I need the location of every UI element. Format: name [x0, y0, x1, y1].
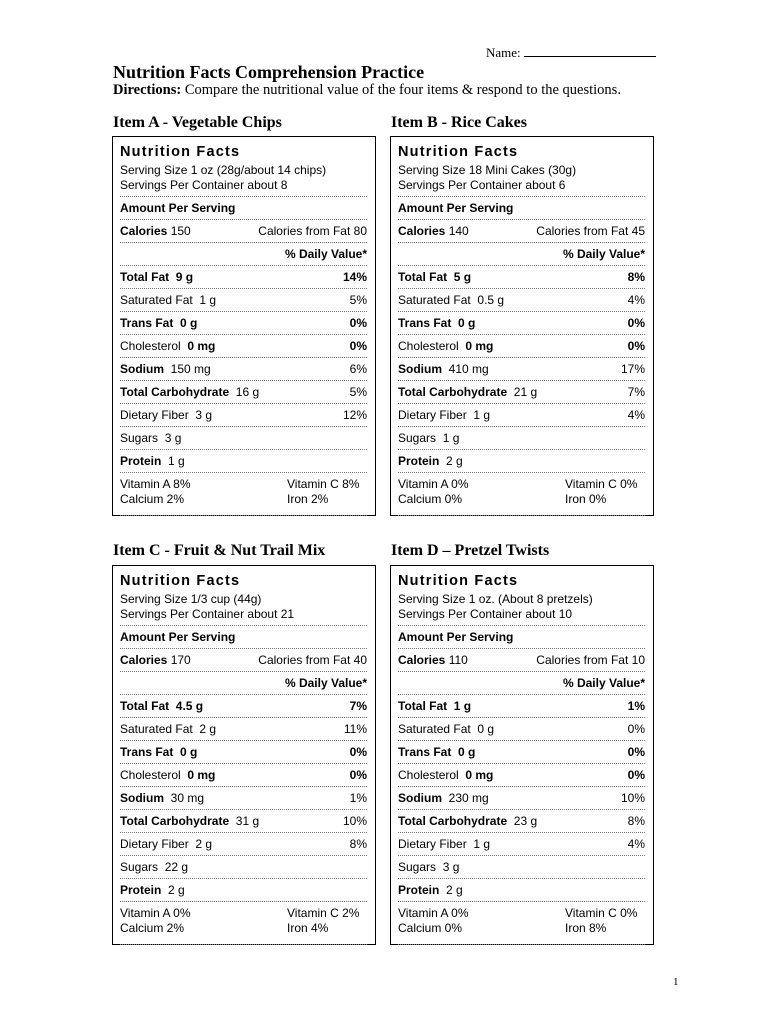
trans-fat-label: Trans Fat	[398, 316, 452, 330]
amount-per-serving: Amount Per Serving	[120, 201, 236, 215]
saturated-fat-dv: 5%	[349, 293, 367, 307]
vitamins-section	[398, 472, 645, 516]
servings-per-container: Servings Per Container about 8	[120, 178, 288, 192]
saturated-fat-dv: 0%	[627, 722, 645, 736]
total-carb-label: Total Carbohydrate	[120, 814, 230, 828]
nutrition-facts-title: Nutrition Facts	[398, 573, 519, 589]
cholesterol-label: Cholesterol	[398, 339, 459, 353]
trans-fat-row	[120, 740, 367, 763]
cholesterol-row	[398, 763, 645, 786]
vitamins-section	[120, 472, 367, 516]
calories-from-fat: Calories from Fat 45	[536, 224, 645, 238]
sodium-dv: 17%	[620, 362, 645, 376]
saturated-fat-dv: 11%	[343, 722, 367, 736]
calories-row	[398, 219, 645, 242]
sodium-amount: 30 mg	[170, 791, 205, 805]
sugars-label: Sugars	[398, 860, 437, 874]
vitamins-section	[398, 901, 645, 945]
saturated-fat-row	[120, 717, 367, 740]
vitamin-a: Vitamin A 0%	[398, 477, 469, 491]
item-d-label	[390, 565, 654, 945]
total-fat-dv: 1%	[627, 699, 645, 713]
vitamin-c: Vitamin C 0%	[565, 477, 638, 491]
saturated-fat-label: Saturated Fat	[398, 722, 471, 736]
calcium: Calcium 0%	[398, 492, 463, 506]
calories-value: 110	[448, 653, 468, 667]
directions-text: Compare the nutritional value of the four items & respond to the questions.	[181, 82, 621, 98]
saturated-fat-label: Saturated Fat	[398, 293, 471, 307]
iron: Iron 8%	[565, 921, 607, 935]
saturated-fat-amount: 1 g	[199, 293, 217, 307]
calories-label: Calories	[398, 224, 446, 238]
total-carb-amount: 31 g	[235, 814, 260, 828]
total-carb-amount: 21 g	[513, 385, 538, 399]
calories-from-fat: Calories from Fat 80	[258, 224, 367, 238]
calories-from-fat: Calories from Fat 10	[536, 653, 645, 667]
fiber-label: Dietary Fiber	[120, 837, 189, 851]
cholesterol-row	[120, 763, 367, 786]
total-fat-amount: 4.5 g	[175, 699, 204, 713]
fiber-label: Dietary Fiber	[398, 408, 467, 422]
total-carb-dv: 8%	[627, 814, 645, 828]
calories-row	[398, 648, 645, 671]
page-title: Nutrition Facts Comprehension Practice	[113, 62, 425, 82]
cholesterol-amount: 0 mg	[187, 339, 216, 353]
sugars-label: Sugars	[120, 860, 159, 874]
total-fat-label: Total Fat	[398, 699, 448, 713]
sodium-row	[120, 357, 367, 380]
total-fat-amount: 1 g	[453, 699, 472, 713]
vitamin-a: Vitamin A 8%	[120, 477, 191, 491]
nutrition-facts-title: Nutrition Facts	[398, 144, 519, 160]
servings-per-container: Servings Per Container about 10	[398, 607, 573, 621]
calcium: Calcium 0%	[398, 921, 463, 935]
protein-label: Protein	[120, 883, 162, 897]
total-fat-amount: 5 g	[453, 270, 472, 284]
amount-per-serving-row	[398, 196, 645, 219]
total-carb-dv: 10%	[342, 814, 367, 828]
calories-row	[120, 219, 367, 242]
cholesterol-dv: 0%	[349, 768, 367, 782]
fiber-row	[398, 832, 645, 855]
item-c-label	[112, 565, 376, 945]
cholesterol-dv: 0%	[627, 339, 645, 353]
total-carb-label: Total Carbohydrate	[120, 385, 230, 399]
protein-label: Protein	[120, 454, 162, 468]
fiber-dv: 8%	[349, 837, 367, 851]
calories-label: Calories	[120, 224, 168, 238]
item-a-label	[112, 136, 376, 516]
sodium-row	[398, 786, 645, 809]
protein-row	[120, 449, 367, 472]
sodium-dv: 6%	[349, 362, 367, 376]
serving-size: Serving Size 1/3 cup (44g)	[120, 592, 262, 606]
saturated-fat-label: Saturated Fat	[120, 722, 193, 736]
trans-fat-row	[120, 311, 367, 334]
sugars-amount: 3 g	[164, 431, 182, 445]
cholesterol-amount: 0 mg	[465, 339, 494, 353]
servings-per-container: Servings Per Container about 6	[398, 178, 566, 192]
calcium: Calcium 2%	[120, 492, 185, 506]
total-carb-amount: 16 g	[235, 385, 260, 399]
calcium: Calcium 2%	[120, 921, 185, 935]
daily-value-header: % Daily Value*	[562, 247, 645, 261]
total-fat-row	[398, 265, 645, 288]
total-carb-amount: 23 g	[513, 814, 538, 828]
daily-value-row	[398, 671, 645, 694]
cholesterol-dv: 0%	[627, 768, 645, 782]
item-a-heading: Item A - Vegetable Chips	[113, 114, 282, 131]
trans-fat-dv: 0%	[349, 316, 367, 330]
name-label: Name:	[486, 45, 521, 60]
page-number: 1	[673, 976, 679, 988]
iron: Iron 4%	[287, 921, 329, 935]
saturated-fat-label: Saturated Fat	[120, 293, 193, 307]
sodium-label: Sodium	[398, 791, 442, 805]
daily-value-row	[120, 242, 367, 265]
amount-per-serving-row	[398, 625, 645, 648]
sodium-amount: 150 mg	[170, 362, 211, 376]
total-carb-row	[398, 809, 645, 832]
fiber-row	[120, 403, 367, 426]
protein-amount: 1 g	[168, 454, 185, 468]
vitamin-a: Vitamin A 0%	[398, 906, 469, 920]
saturated-fat-dv: 4%	[627, 293, 645, 307]
protein-row	[398, 878, 645, 901]
saturated-fat-amount: 0.5 g	[477, 293, 505, 307]
total-fat-label: Total Fat	[120, 270, 170, 284]
trans-fat-dv: 0%	[349, 745, 367, 759]
trans-fat-row	[398, 740, 645, 763]
protein-label: Protein	[398, 883, 440, 897]
sugars-amount: 1 g	[442, 431, 460, 445]
daily-value-header: % Daily Value*	[562, 676, 645, 690]
cholesterol-label: Cholesterol	[398, 768, 459, 782]
saturated-fat-amount: 0 g	[477, 722, 495, 736]
fiber-dv: 12%	[342, 408, 367, 422]
sugars-row	[398, 855, 645, 878]
vitamin-c: Vitamin C 8%	[287, 477, 360, 491]
sugars-label: Sugars	[398, 431, 437, 445]
cholesterol-amount: 0 mg	[187, 768, 216, 782]
amount-per-serving-row	[120, 196, 367, 219]
daily-value-row	[398, 242, 645, 265]
total-carb-label: Total Carbohydrate	[398, 385, 508, 399]
sodium-dv: 10%	[620, 791, 645, 805]
protein-label: Protein	[398, 454, 440, 468]
total-fat-dv: 14%	[342, 270, 367, 284]
trans-fat-amount: 0 g	[458, 316, 476, 330]
calories-value: 150	[170, 224, 191, 238]
total-carb-row	[120, 380, 367, 403]
serving-size: Serving Size 1 oz. (About 8 pretzels)	[398, 592, 593, 606]
cholesterol-label: Cholesterol	[120, 768, 181, 782]
vitamin-c: Vitamin C 2%	[287, 906, 360, 920]
cholesterol-amount: 0 mg	[465, 768, 494, 782]
fiber-label: Dietary Fiber	[398, 837, 467, 851]
sodium-row	[120, 786, 367, 809]
fiber-row	[398, 403, 645, 426]
sodium-label: Sodium	[120, 362, 164, 376]
fiber-amount: 2 g	[195, 837, 213, 851]
saturated-fat-row	[398, 717, 645, 740]
cholesterol-row	[120, 334, 367, 357]
item-b-heading: Item B - Rice Cakes	[391, 114, 527, 131]
amount-per-serving-row	[120, 625, 367, 648]
item-d-heading: Item D – Pretzel Twists	[391, 542, 550, 559]
daily-value-row	[120, 671, 367, 694]
total-fat-row	[398, 694, 645, 717]
amount-per-serving: Amount Per Serving	[398, 201, 514, 215]
fiber-dv: 4%	[627, 837, 645, 851]
trans-fat-dv: 0%	[627, 745, 645, 759]
calories-label: Calories	[398, 653, 446, 667]
fiber-dv: 4%	[627, 408, 645, 422]
sugars-label: Sugars	[120, 431, 159, 445]
total-carb-row	[398, 380, 645, 403]
item-c-heading: Item C - Fruit & Nut Trail Mix	[113, 542, 326, 559]
saturated-fat-row	[398, 288, 645, 311]
calories-label: Calories	[120, 653, 168, 667]
name-field	[486, 45, 656, 61]
cholesterol-dv: 0%	[349, 339, 367, 353]
vitamin-c: Vitamin C 0%	[565, 906, 638, 920]
protein-row	[120, 878, 367, 901]
sugars-amount: 3 g	[442, 860, 460, 874]
sugars-row	[398, 426, 645, 449]
total-fat-dv: 8%	[627, 270, 645, 284]
fiber-amount: 3 g	[195, 408, 213, 422]
directions	[113, 82, 621, 99]
calories-row	[120, 648, 367, 671]
nutrition-facts-title: Nutrition Facts	[120, 573, 241, 589]
sugars-row	[120, 855, 367, 878]
directions-label: Directions:	[113, 82, 182, 98]
amount-per-serving: Amount Per Serving	[120, 630, 236, 644]
total-carb-dv: 5%	[349, 385, 367, 399]
trans-fat-row	[398, 311, 645, 334]
calories-value: 170	[170, 653, 191, 667]
item-b-label	[390, 136, 654, 516]
calories-value: 140	[448, 224, 469, 238]
cholesterol-label: Cholesterol	[120, 339, 181, 353]
total-carb-label: Total Carbohydrate	[398, 814, 508, 828]
total-fat-amount: 9 g	[175, 270, 194, 284]
name-blank-line[interactable]	[524, 45, 656, 57]
iron: Iron 2%	[287, 492, 329, 506]
total-fat-row	[120, 694, 367, 717]
cholesterol-row	[398, 334, 645, 357]
trans-fat-dv: 0%	[627, 316, 645, 330]
serving-size: Serving Size 1 oz (28g/about 14 chips)	[120, 163, 327, 177]
sodium-dv: 1%	[349, 791, 367, 805]
fiber-amount: 1 g	[473, 408, 491, 422]
total-carb-dv: 7%	[627, 385, 645, 399]
calories-from-fat: Calories from Fat 40	[258, 653, 367, 667]
daily-value-header: % Daily Value*	[284, 676, 367, 690]
saturated-fat-row	[120, 288, 367, 311]
trans-fat-amount: 0 g	[180, 316, 198, 330]
amount-per-serving: Amount Per Serving	[398, 630, 514, 644]
trans-fat-amount: 0 g	[458, 745, 476, 759]
serving-size: Serving Size 18 Mini Cakes (30g)	[398, 163, 577, 177]
total-fat-dv: 7%	[349, 699, 367, 713]
trans-fat-label: Trans Fat	[120, 745, 174, 759]
trans-fat-amount: 0 g	[180, 745, 198, 759]
trans-fat-label: Trans Fat	[120, 316, 174, 330]
servings-per-container: Servings Per Container about 21	[120, 607, 295, 621]
sugars-amount: 22 g	[164, 860, 189, 874]
fiber-row	[120, 832, 367, 855]
saturated-fat-amount: 2 g	[199, 722, 217, 736]
protein-amount: 2 g	[446, 454, 463, 468]
sodium-row	[398, 357, 645, 380]
trans-fat-label: Trans Fat	[398, 745, 452, 759]
protein-row	[398, 449, 645, 472]
total-fat-row	[120, 265, 367, 288]
sodium-amount: 410 mg	[448, 362, 489, 376]
total-fat-label: Total Fat	[120, 699, 170, 713]
fiber-label: Dietary Fiber	[120, 408, 189, 422]
protein-amount: 2 g	[168, 883, 185, 897]
sodium-label: Sodium	[120, 791, 164, 805]
total-carb-row	[120, 809, 367, 832]
sugars-row	[120, 426, 367, 449]
total-fat-label: Total Fat	[398, 270, 448, 284]
daily-value-header: % Daily Value*	[284, 247, 367, 261]
iron: Iron 0%	[565, 492, 607, 506]
fiber-amount: 1 g	[473, 837, 491, 851]
sodium-label: Sodium	[398, 362, 442, 376]
sodium-amount: 230 mg	[448, 791, 489, 805]
vitamins-section	[120, 901, 367, 945]
vitamin-a: Vitamin A 0%	[120, 906, 191, 920]
nutrition-facts-title: Nutrition Facts	[120, 144, 241, 160]
protein-amount: 2 g	[446, 883, 463, 897]
